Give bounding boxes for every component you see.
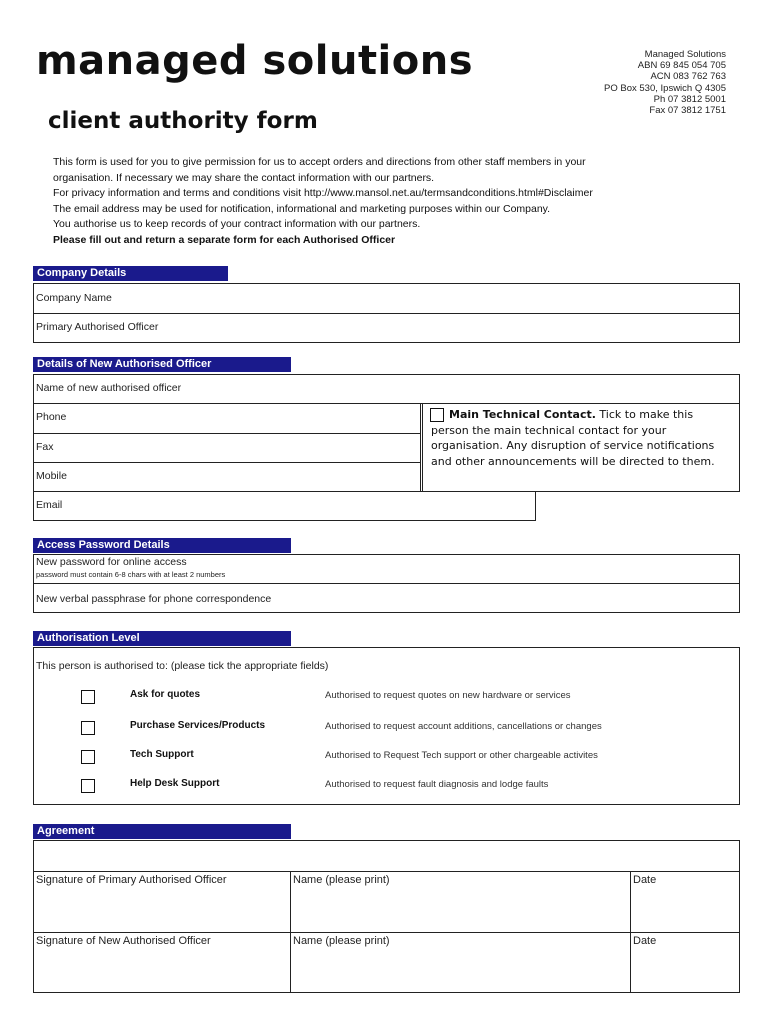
- intro-line: This form is used for you to give permission for us to accept orders and directions from other staff members in your: [53, 156, 586, 168]
- primary-officer-field[interactable]: Primary Authorised Officer: [36, 321, 159, 333]
- officer-contact-box: [33, 403, 421, 492]
- service-description: Authorised to request account additions, cancellations or changes: [325, 721, 602, 732]
- divider: [33, 462, 421, 463]
- divider: [33, 583, 740, 584]
- address-line: ACN 083 762 763: [650, 71, 726, 83]
- main-contact-description: Tick to make this person the main technical contact for your organisation. Any disruption of service notifications and other announcements will be directed to them.: [431, 408, 715, 468]
- form-title: client authority form: [48, 108, 318, 134]
- address-line: Managed Solutions: [644, 49, 726, 60]
- service-label: Purchase Services/Products: [130, 720, 266, 731]
- verbal-passphrase-field[interactable]: New verbal passphrase for phone correspondence: [36, 593, 272, 605]
- company-address: [604, 49, 726, 116]
- authorisation-level-heading: Authorisation Level: [33, 631, 291, 646]
- intro-line: organisation. If necessary we may share the contact information with our partners.: [53, 171, 435, 184]
- company-name-field[interactable]: Company Name: [36, 292, 112, 304]
- intro-line: The email address may be used for notification, informational and marketing purposes within our Company.: [53, 202, 551, 215]
- email-field[interactable]: Email: [36, 499, 63, 511]
- primary-name-print-field[interactable]: Name (please print): [293, 874, 390, 886]
- address-line: ABN 69 845 054 705: [637, 60, 726, 72]
- address-line: Fax 07 3812 1751: [649, 105, 726, 117]
- agreement-box: [33, 840, 740, 993]
- primary-signature-field[interactable]: Signature of Primary Authorised Officer: [36, 874, 227, 886]
- password-hint: password must contain 6-8 chars with at least 2 numbers: [36, 570, 226, 579]
- ask-for-quotes-checkbox[interactable]: [81, 690, 95, 704]
- tech-support-checkbox[interactable]: [81, 750, 95, 764]
- new-officer-signature-field[interactable]: Signature of New Authorised Officer: [36, 935, 211, 947]
- company-logo-text: managed solutions: [36, 38, 474, 84]
- service-description: Authorised to Request Tech support or other chargeable activites: [325, 750, 598, 761]
- service-description: Authorised to request fault diagnosis and lodge faults: [325, 779, 549, 790]
- address-line: PO Box 530, Ipswich Q 4305: [604, 82, 726, 94]
- divider: [290, 871, 291, 993]
- divider: [33, 313, 740, 314]
- intro-line: You authorise us to keep records of your contract information with our partners.: [53, 218, 421, 231]
- main-technical-contact-text: [431, 407, 731, 469]
- intro-text: [53, 155, 733, 249]
- new-officer-name-print-field[interactable]: Name (please print): [293, 935, 390, 947]
- address-line: Ph 07 3812 5001: [653, 93, 726, 105]
- intro-line: For privacy information and terms and conditions visit http://www.mansol.net.au/termsandconditions.html#Disclaimer: [53, 187, 593, 200]
- divider: [33, 932, 740, 933]
- service-label: Help Desk Support: [130, 778, 220, 789]
- main-contact-title: Main Technical Contact.: [449, 408, 596, 421]
- password-details-heading: Access Password Details: [33, 538, 291, 553]
- fax-field[interactable]: Fax: [36, 441, 54, 453]
- purchase-services-checkbox[interactable]: [81, 721, 95, 735]
- mobile-field[interactable]: Mobile: [36, 470, 67, 482]
- primary-date-field[interactable]: Date: [633, 874, 657, 886]
- service-description: Authorised to request quotes on new hardware or services: [325, 690, 571, 701]
- divider: [33, 871, 740, 872]
- help-desk-support-checkbox[interactable]: [81, 779, 95, 793]
- divider: [630, 871, 631, 993]
- divider: [33, 433, 421, 434]
- company-details-heading: Company Details: [33, 266, 228, 281]
- email-box: [33, 491, 536, 521]
- online-password-field[interactable]: New password for online access: [36, 556, 187, 568]
- officer-name-field[interactable]: Name of new authorised officer: [36, 382, 182, 394]
- authorisation-intro: This person is authorised to: (please tick the appropriate fields): [36, 660, 329, 672]
- service-label: Ask for quotes: [130, 689, 201, 700]
- phone-field[interactable]: Phone: [36, 411, 67, 423]
- service-label: Tech Support: [130, 749, 194, 760]
- agreement-heading: Agreement: [33, 824, 291, 839]
- intro-instruction: Please fill out and return a separate form for each Authorised Officer: [53, 233, 396, 246]
- officer-details-heading: Details of New Authorised Officer: [33, 357, 291, 372]
- new-officer-date-field[interactable]: Date: [633, 935, 657, 947]
